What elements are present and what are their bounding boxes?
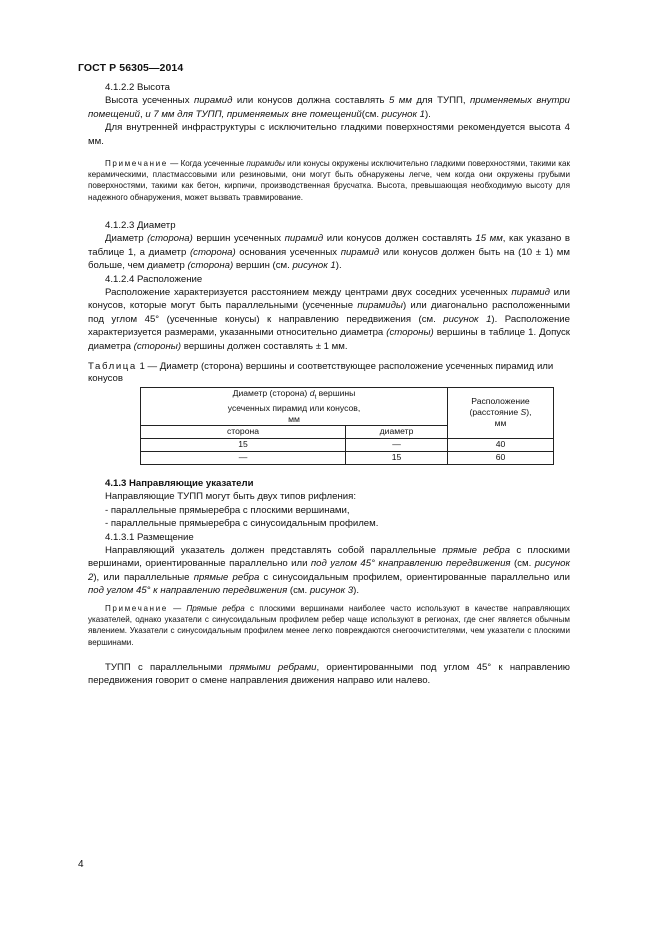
italic-text: (сторона): [147, 233, 193, 245]
italic-text: прямые ребра: [442, 545, 511, 557]
italic-text: рисунок 1: [443, 313, 492, 325]
text-run: Направляющий указатель должен представлять собой параллельные: [105, 545, 443, 557]
text-run: , как указано в таблице 1, а диаметр: [88, 233, 571, 258]
paragraph: Направляющие ТУПП могут быть двух типов рифления:: [105, 491, 357, 503]
paragraph: [88, 286, 570, 353]
italic-text: пирамид: [340, 246, 380, 258]
table-subheader-side: сторона: [141, 425, 346, 438]
note-label: Примечание: [105, 604, 168, 613]
text-run: основания усеченных: [235, 246, 341, 258]
italic-text: рисунок 3: [309, 585, 354, 597]
table-caption: [88, 361, 570, 386]
note-1: [88, 158, 570, 203]
table-header-diameter: Диаметр (сторона) $d_t$ вершины усеченных пирамид или конусов, мм: [141, 388, 448, 426]
table-row: [141, 438, 554, 451]
italic-text: 15 мм: [475, 233, 503, 245]
italic-text: рисунок 1: [381, 108, 425, 120]
text-run: или конусов должен составлять: [323, 233, 476, 245]
text-run: — Когда усеченные: [167, 159, 247, 168]
symbol-d: d: [309, 388, 315, 398]
section-heading: 4.1.3 Направляющие указатели: [105, 478, 254, 489]
section-heading: 4.1.2.4 Расположение: [105, 273, 203, 285]
text-run: ), или параллельные: [93, 571, 194, 583]
italic-text: рисунок 2: [88, 558, 570, 583]
text-run: ) или диагонально расположенными под углом 45° (усеченные конусы) к направлению передвижения (см.: [88, 300, 570, 325]
table-cell: 40: [448, 438, 554, 451]
text-run: или конусов должна составлять: [232, 95, 389, 107]
section-heading: 4.1.3.1 Размещение: [105, 531, 194, 543]
text-run: или конусов, которые могут быть параллельными (усеченные: [88, 287, 570, 312]
table-label: Таблица: [88, 361, 137, 372]
paragraph: [88, 544, 570, 598]
text-run: , ориентированными под углом 45° к направлению передвижения говорит о смене направления движения направо или налево.: [88, 662, 570, 687]
italic-text: Прямые ребра: [186, 604, 245, 613]
section-heading: 4.1.2.2 Высота: [105, 82, 170, 93]
text-run: или конусы окружены исключительно гладкими поверхностями, такими как керамическими, пластмассовыми или резиновыми, они могут быть обнаружены легче, чем когда они окружены грубыми поверхностями, такими как бетон, кирпичи, производственная брусчатка. Высота, превышающая необходимую высоту для надежного обнаружения, может вызвать травмирование.: [88, 159, 570, 202]
table-subheader-diameter: диаметр: [346, 425, 448, 438]
paragraph: [88, 94, 570, 121]
text-run: Расположение характеризуется расстоянием между центрами двух соседних усеченных: [105, 287, 512, 299]
section-4-1-2-2: [88, 81, 570, 148]
list-item: - параллельные прямыеребра с плоскими вершинами,: [105, 504, 350, 516]
text-run: ).: [335, 260, 342, 272]
list-item: - параллельные прямыеребра с синусоидальным профилем.: [105, 518, 379, 530]
text-run: (см.: [510, 558, 535, 570]
italic-text: (сторона): [189, 246, 236, 258]
table-1: [140, 387, 554, 465]
text-run: (см.: [361, 108, 382, 120]
italic-text: прямыми ребрами: [229, 662, 317, 673]
text-run: ТУПП с параллельными: [105, 662, 230, 673]
paragraph: Для внутренней инфраструктуры с исключительно гладкими поверхностями рекомендуется высота 4 мм.: [88, 122, 570, 147]
italic-text: пирамид: [284, 233, 324, 245]
text-run: ).: [424, 108, 431, 120]
paragraph: [88, 661, 570, 688]
table-cell: 15: [346, 451, 448, 464]
italic-text: прямые ребра: [193, 571, 260, 583]
text-run: вершины в таблице 1. Допуск диаметра: [88, 327, 570, 352]
text-run: ).: [353, 585, 360, 597]
text-run: вершин (см.: [233, 260, 293, 272]
table-cell: —: [346, 438, 448, 451]
italic-text: пирамиды: [246, 159, 285, 168]
italic-text: 5 мм: [388, 95, 412, 107]
section-heading: 4.1.2.3 Диаметр: [105, 220, 176, 231]
note-label: Примечание: [105, 159, 168, 168]
table-header-distance: Расположение (расстояние S), мм: [448, 388, 554, 439]
table-cell: —: [141, 451, 346, 464]
section-4-1-2-3: [88, 219, 570, 353]
paragraph: [88, 232, 570, 272]
page-number: 4: [78, 859, 84, 870]
italic-text: под углом 45° к направлению передвижения: [88, 585, 288, 597]
text-run: для ТУПП,: [411, 95, 470, 107]
text-run: —: [167, 604, 187, 613]
symbol-s: S: [520, 407, 527, 418]
italic-text: применяемых внутри помещений: [88, 95, 570, 120]
table-row: [141, 451, 554, 464]
text-run: ). Расположение характеризуется размерами, указанными относительно диаметра: [88, 313, 570, 339]
italic-text: (стороны): [386, 327, 434, 339]
italic-text: (сторона): [187, 260, 234, 272]
italic-text: рисунок 1: [292, 260, 336, 272]
text-run: с синусоидальным профилем, ориентированные параллельно или: [259, 571, 571, 583]
text-run: вершин усеченных: [192, 233, 285, 245]
italic-text: под углом 45° кнаправлению передвижения: [310, 558, 511, 570]
final-paragraph-block: [88, 661, 570, 688]
text-run: Высота усеченных: [105, 95, 194, 107]
note-2: [88, 603, 570, 648]
text-run: (см.: [287, 585, 310, 597]
italic-text: пирамид: [193, 95, 233, 107]
italic-text: (стороны): [133, 340, 182, 352]
document-header: ГОСТ Р 56305—2014: [78, 62, 184, 74]
table-cell: 60: [448, 451, 554, 464]
italic-text: и 7 мм для ТУПП, применяемых вне помещений: [145, 108, 362, 120]
italic-text: пирамид: [511, 287, 550, 299]
text-run: ,: [139, 108, 146, 120]
table-cell: 15: [141, 438, 346, 451]
table-caption-text: 1 — Диаметр (сторона) вершины и соответствующее расположение усеченных пирамид или конусов: [88, 361, 554, 385]
text-run: с плоскими вершинами наиболее часто используют в качестве направляющих указателей, однако указатели с синусоидальным профилем ребер чаще используют в регионах, где снег является обычным явлением. Указатели с синусоидальным профилем менее легко повреждаются снегоочистителями, чем указатели с плоскими вершинами.: [88, 604, 570, 647]
text-run: вершины должен составлять ± 1 мм.: [181, 340, 348, 352]
text-run: Диаметр: [105, 233, 148, 245]
italic-text: пирамиды: [357, 300, 403, 312]
text-run: или конусов должен быть на (10 ± 1) мм больше, чем диаметр: [88, 246, 570, 272]
section-4-1-3: [88, 477, 570, 598]
text-run: с плоскими вершинами, ориентированные параллельно или: [88, 545, 570, 570]
